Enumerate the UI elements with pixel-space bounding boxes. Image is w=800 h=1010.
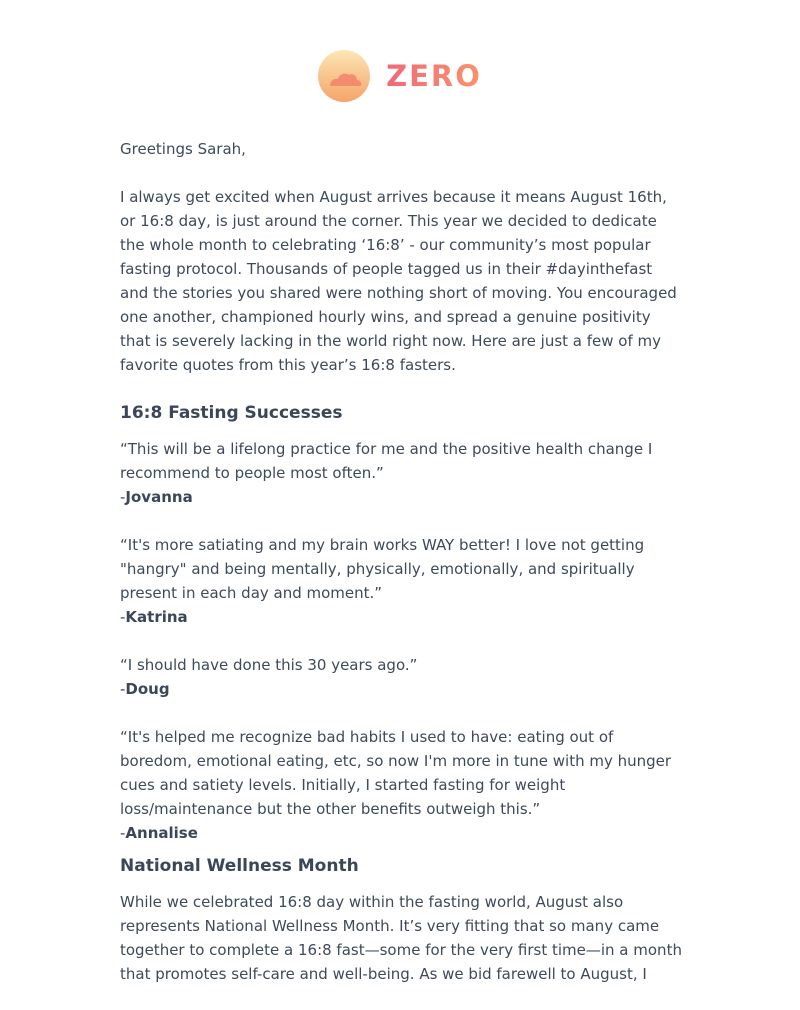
quote-author: Jovanna — [125, 488, 193, 506]
quote-text: “It's helped me recognize bad habits I used to have: eating out of boredom, emotional eating, etc, so now I'm more in tune with my hunger cues and satiety levels. Initially, I started fasting for weight loss/maintenance but the other benefits outweigh this.” — [120, 728, 672, 818]
quote-attribution — [120, 821, 685, 845]
brand-wordmark: ZERO — [386, 58, 482, 93]
quote-attribution — [120, 677, 685, 701]
wellness-paragraph: While we celebrated 16:8 day within the fasting world, August also represents National Wellness Month. It’s very fitting that so many came together to complete a 16:8 fast—some for the very first time—in a month that promotes self-care and well-being. As we bid farewell to August, I — [120, 893, 682, 983]
quote-text: “It's more satiating and my brain works WAY better! I love not getting "hangry" and being mentally, physically, emotionally, and spiritually present in each day and moment.” — [120, 536, 645, 602]
quote-item — [120, 533, 685, 629]
quote-author: Annalise — [125, 824, 198, 842]
quote-text: “I should have done this 30 years ago.” — [120, 656, 418, 674]
brand-logo — [0, 50, 800, 102]
quote-dash: - — [120, 680, 126, 698]
section-heading-wellness-month: National Wellness Month — [120, 856, 359, 876]
greeting-text: Greetings Sarah, — [120, 140, 246, 158]
quote-attribution — [120, 485, 685, 509]
quote-item — [120, 653, 685, 701]
quote-dash: - — [120, 824, 126, 842]
email-body — [120, 137, 685, 1010]
quote-text: “This will be a lifelong practice for me and the positive health change I recommend to people most often.” — [120, 440, 653, 482]
quote-dash: - — [120, 608, 126, 626]
quote-attribution — [120, 605, 685, 629]
quote-item — [120, 437, 685, 509]
quote-author: Katrina — [125, 608, 188, 626]
intro-paragraph: I always get excited when August arrives because it means August 16th, or 16:8 day, is just around the corner. This year we decided to dedicate the whole month to celebrating ‘16:8’ - our community’s most popular fasting protocol. Thousands of people tagged us in their #dayinthefast and the stories you shared were nothing short of moving. You encouraged one another, championed hourly wins, and spread a genuine positivity that is severely lacking in the world right now. Here are just a few of my favorite quotes from this year’s 16:8 fasters. — [120, 188, 677, 374]
sun-cloud-logo-icon — [318, 50, 370, 102]
quote-item — [120, 725, 685, 845]
quote-author: Doug — [125, 680, 170, 698]
section-heading-fasting-successes: 16:8 Fasting Successes — [120, 403, 343, 423]
quote-dash: - — [120, 488, 126, 506]
